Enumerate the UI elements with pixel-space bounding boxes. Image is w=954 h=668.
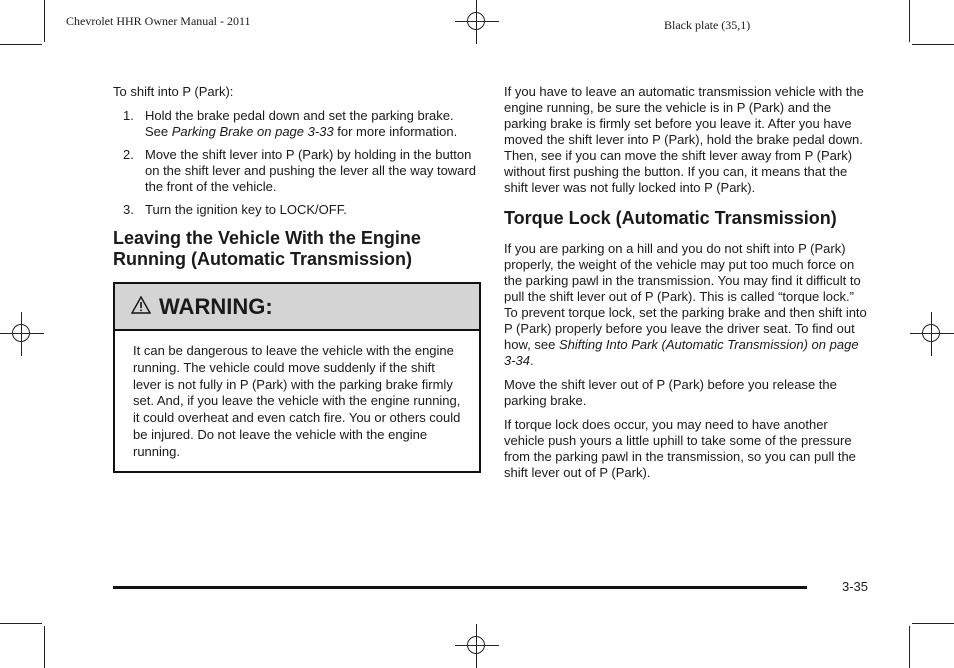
warning-body: It can be dangerous to leave the vehicle with the engine running. The vehicle could move suddenly if the shift lever is not fully in P (Park) with the parking brake firmly set. And, if you leave the vehicle with the engine running, it could overheat and even catch fire. You or others could be injured. Do not leave the vehicle with the engine running. bbox=[133, 343, 461, 459]
right-column bbox=[504, 84, 870, 489]
left-column bbox=[113, 84, 479, 473]
step-number: 2. bbox=[123, 147, 134, 162]
paragraph: If you have to leave an automatic transmission vehicle with the engine running, be sure the vehicle is in P (Park) and the parking brake is firmly set before you leave it. After you have moved the shift lever into P (Park), hold the brake pedal down. Then, see if you can move the shift lever away from P (Park) without first pushing the button. If you can, it means that the shift lever was not fully locked into P (Park). bbox=[504, 84, 864, 195]
crop-mark bbox=[0, 623, 42, 624]
shift-steps-list bbox=[113, 108, 479, 218]
paragraph bbox=[504, 241, 870, 369]
step-number: 1. bbox=[123, 108, 134, 123]
list-item bbox=[113, 108, 479, 140]
paragraph-text: . bbox=[530, 353, 534, 368]
warning-box bbox=[113, 282, 481, 473]
step-number: 3. bbox=[123, 202, 134, 217]
intro-text: To shift into P (Park): bbox=[113, 84, 234, 99]
footer-rule bbox=[113, 586, 807, 589]
registration-mark-icon bbox=[455, 624, 499, 668]
page-number: 3-35 bbox=[842, 579, 869, 594]
step-text: Turn the ignition key to LOCK/OFF. bbox=[145, 202, 347, 217]
section-heading: Torque Lock (Automatic Transmission) bbox=[504, 208, 837, 228]
cross-reference-link[interactable]: Shifting Into Park (Automatic Transmission) on page 3-34 bbox=[504, 337, 859, 368]
list-item bbox=[113, 147, 479, 195]
registration-mark-icon bbox=[0, 312, 44, 356]
section-heading: Leaving the Vehicle With the Engine Running (Automatic Transmission) bbox=[113, 228, 421, 269]
registration-mark-icon bbox=[910, 312, 954, 356]
warning-triangle-icon bbox=[131, 296, 151, 318]
crop-mark bbox=[909, 626, 910, 668]
crop-mark bbox=[912, 623, 954, 624]
crop-mark bbox=[44, 626, 45, 668]
step-text: Hold the brake pedal down and set the parking brake. See bbox=[145, 108, 454, 139]
paragraph: Move the shift lever out of P (Park) before you release the parking brake. bbox=[504, 377, 837, 408]
paragraph-text: If you are parking on a hill and you do not shift into P (Park) properly, the weight of the vehicle may put too much force on the parking pawl in the transmission. You may find it difficult to pull the shift lever out of P (Park). This is called “torque lock.” To prevent torque lock, set the parking brake and then shift into P (Park) properly before you leave the driver seat. To find out how, see bbox=[504, 241, 867, 352]
list-item bbox=[113, 202, 479, 218]
registration-mark-icon bbox=[455, 0, 499, 44]
manual-title: Chevrolet HHR Owner Manual - 2011 bbox=[66, 14, 251, 28]
crop-mark bbox=[44, 0, 45, 42]
crop-mark bbox=[0, 44, 42, 45]
step-text: Move the shift lever into P (Park) by holding in the button on the shift lever and pushing the lever all the way toward the front of the vehicle. bbox=[145, 147, 476, 194]
crop-mark bbox=[909, 0, 910, 42]
crop-mark bbox=[912, 44, 954, 45]
warning-header bbox=[115, 284, 479, 331]
step-text: for more information. bbox=[333, 124, 458, 139]
paragraph: If torque lock does occur, you may need to have another vehicle push yours a little uphill to take some of the pressure from the parking pawl in the transmission, so you can pull the shift lever out of P (Park). bbox=[504, 417, 856, 480]
warning-title: WARNING: bbox=[159, 293, 273, 319]
cross-reference-link[interactable]: Parking Brake on page 3-33 bbox=[171, 124, 334, 139]
plate-label: Black plate (35,1) bbox=[664, 18, 751, 32]
